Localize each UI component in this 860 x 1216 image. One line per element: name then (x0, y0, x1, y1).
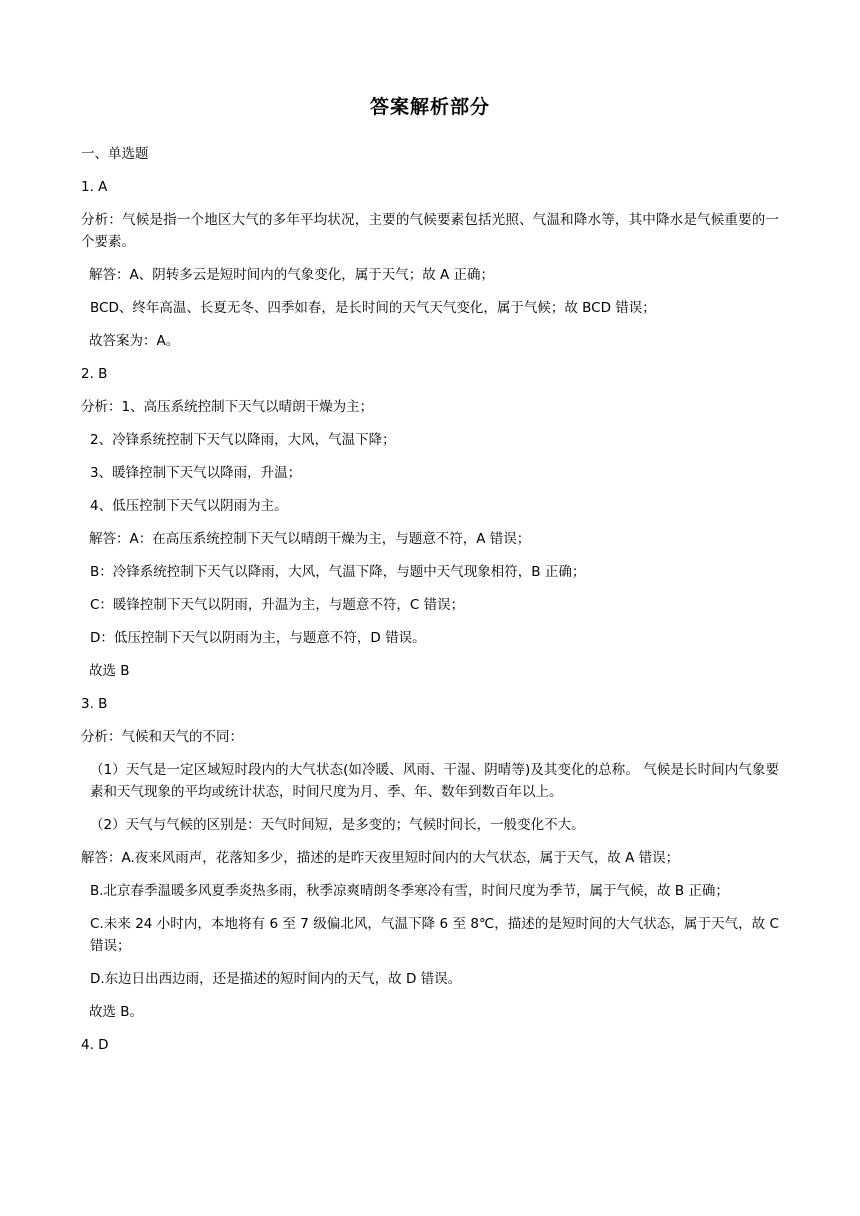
q2-answer-a: 解答：A：在高压系统控制下天气以晴朗干燥为主，与题意不符，A 错误； (89, 531, 531, 547)
q3-answer-a: 解答：A.夜来风雨声，花落知多少，描述的是昨天夜里短时间内的大气状态，属于天气，故 A 错误； (81, 850, 680, 866)
q2-conclusion: 故选 B (89, 663, 130, 679)
q1-analysis: 分析：气候是指一个地区大气的多年平均状况，主要的气候要素包括光照、气温和降水等，其中降水是气候重要的一个要素。 (81, 212, 779, 250)
q3-analysis-1: （1）天气是一定区域短时段内的大气状态(如冷暖、风雨、干湿、阴晴等)及其变化的总称。 气候是长时间内气象要素和天气现象的平均或统计状态，时间尺度为月、季、年、数年到数百年以上。 (90, 762, 779, 800)
q3-answer-c: C.未来 24 小时内，本地将有 6 至 7 级偏北风，气温下降 6 至 8℃，描述的是短时间的大气状态，属于天气，故 C 错误； (90, 916, 779, 954)
section-heading: 一、单选题 (81, 146, 149, 162)
page-title: 答案解析部分 (369, 96, 490, 118)
q2-answer-c: C：暖锋控制下天气以阴雨，升温为主，与题意不符，C 错误； (90, 597, 465, 613)
answer-content (81, 143, 779, 1067)
q3-answer-b: B.北京春季温暖多风夏季炎热多雨，秋季凉爽晴朗冬季寒冷有雪，时间尺度为季节，属于气候，故 B 正确； (90, 883, 729, 899)
q2-analysis-1: 分析：1、高压系统控制下天气以晴朗干燥为主； (81, 399, 374, 415)
q1-answer-a: 解答：A、阴转多云是短时间内的气象变化，属于天气；故 A 正确； (89, 267, 495, 283)
q3-analysis-intro: 分析：气候和天气的不同： (81, 729, 243, 745)
q2-analysis-2: 2、冷锋系统控制下天气以降雨，大风，气温下降； (90, 432, 396, 448)
q2-number: 2. B (81, 366, 108, 382)
q2-analysis-3: 3、暖锋控制下天气以降雨，升温； (90, 465, 302, 481)
q1-answer-bcd: BCD、终年高温、长夏无冬、四季如春，是长时间的天气天气变化，属于气候；故 BCD 错误； (90, 300, 656, 316)
q1-number: 1. A (81, 179, 108, 195)
q4-number: 4. D (81, 1037, 109, 1053)
q2-answer-d: D：低压控制下天气以阴雨为主，与题意不符，D 错误。 (90, 630, 426, 646)
q3-answer-d: D.东边日出西边雨，还是描述的短时间内的天气，故 D 错误。 (90, 971, 462, 987)
q3-number: 3. B (81, 696, 108, 712)
q1-conclusion: 故答案为：A。 (89, 333, 180, 349)
q2-answer-b: B：冷锋系统控制下天气以降雨，大风，气温下降，与题中天气现象相符，B 正确； (90, 564, 586, 580)
q3-analysis-2: （2）天气与气候的区别是：天气时间短，是多变的；气候时间长，一般变化不大。 (90, 817, 585, 833)
q2-analysis-4: 4、低压控制下天气以阴雨为主。 (90, 498, 288, 514)
q3-conclusion: 故选 B。 (89, 1004, 144, 1020)
